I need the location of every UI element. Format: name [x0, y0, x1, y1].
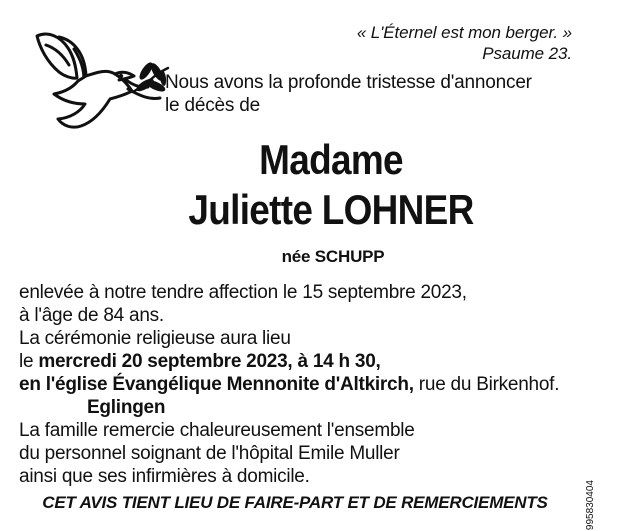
ceremony-place-line: [19, 373, 564, 396]
thanks-line-3: ainsi que ses infirmières à domicile.: [19, 466, 310, 487]
passing-date-line: enlevée à notre tendre affection le 15 septembre 2023,: [19, 282, 467, 303]
ceremony-street: rue du Birkenhof.: [413, 374, 560, 395]
ceremony-date: mercredi 20 septembre 2023, à 14 h 30,: [38, 351, 381, 372]
deceased-title: Madame: [259, 136, 403, 183]
maiden-name: née SCHUPP: [281, 247, 385, 266]
scripture-quote: [242, 22, 572, 64]
notice-footer: CET AVIS TIENT LIEU DE FAIRE-PART ET DE REMERCIEMENTS: [42, 493, 548, 512]
ceremony-town: Eglingen: [87, 397, 166, 418]
reference-number: 995830404: [585, 480, 596, 531]
deceased-full-name: Juliette LOHNER: [188, 186, 474, 233]
announcement-intro: [165, 71, 555, 117]
intro-line-2: le décès de: [165, 95, 260, 116]
ceremony-date-line: [19, 350, 564, 373]
ceremony-date-prefix: le: [19, 351, 39, 372]
deceased-name-block: [0, 135, 590, 235]
intro-line-1: Nous avons la profonde tristesse d'annoncer: [165, 72, 532, 93]
ceremony-town-line: [19, 396, 564, 419]
age-line: à l'âge de 84 ans.: [19, 305, 164, 326]
thanks-line-1: La famille remercie chaleureusement l'ensemble: [19, 420, 415, 441]
quote-reference: Psaume 23.: [482, 44, 572, 63]
obituary-details: [19, 281, 564, 488]
ceremony-intro-line: La cérémonie religieuse aura lieu: [19, 328, 291, 349]
dove-with-olive-branch-icon: [20, 20, 170, 135]
thanks-line-2: du personnel soignant de l'hôpital Emile Muller: [19, 443, 400, 464]
quote-text: « L'Éternel est mon berger. »: [356, 23, 572, 42]
ceremony-church: en l'église Évangélique Mennonite d'Altkirch,: [19, 374, 414, 395]
